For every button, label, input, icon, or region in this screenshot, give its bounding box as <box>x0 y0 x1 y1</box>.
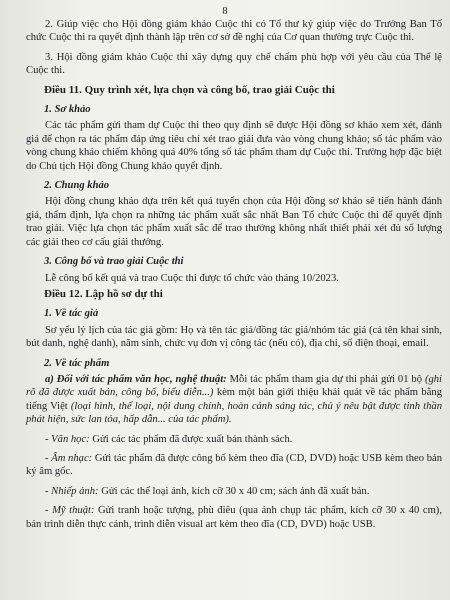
article-11-heading: Điều 11. Quy trình xét, lựa chọn và công bố, trao giải Cuộc thi <box>44 83 335 96</box>
text-line: 30 x 40 cm), bản trình diễn thực cảnh, trình diễn visual art kèm theo đĩa (CD, <box>26 505 442 530</box>
text-line: 3. Hội đồng giám khảo Cuộc thi xây dựng quy chế chấm phù hợp với yêu cầu <box>45 51 393 63</box>
text-line: Sơ yếu lý lịch của tác giả gồm: Họ và tên tác giả/đồng tác giả/nhóm tác giả <box>45 324 367 336</box>
text-line: Gửi các tác phẩm đã được xuất bản thành sách. <box>89 433 293 445</box>
section-2-heading: 2. Chung khảo <box>44 180 110 192</box>
text-line: kèm một bản giới thiệu <box>213 387 319 399</box>
text-line: gửi 01 bộ <box>381 373 425 385</box>
music-item <box>0 452 450 479</box>
work-heading: 2. Về tác phẩm <box>44 357 110 369</box>
text-line: Trưởng Ban Tổ chức Cuộc thi ra quyết định thành lập trên cơ sở đề nghị của Cơ <box>26 19 442 44</box>
author-heading: 1. Về tác giả <box>44 308 99 320</box>
text-line: tiến hành đánh giá, thẩm định, lựa chọn ra những tác phẩm xuất sắc nhất Ban Tổ <box>26 196 442 221</box>
text-line: - Nhiếp ảnh: <box>45 485 99 497</box>
section-2-text <box>0 195 450 249</box>
text-line: - Âm nhạc: <box>45 452 93 464</box>
text-line: của Thể lệ Cuộc thi. <box>26 51 443 77</box>
text-line: Mỗi tác phẩm tham gia dự thi phải <box>226 373 379 385</box>
text-line: (cả tên khai sinh, bút danh, nghệ danh), năm sinh, chức vụ đơn vị công tác (nếu <box>26 324 442 350</box>
text-line: khái quát về tác phẩm bằng tiếng Việt <box>26 387 443 412</box>
text-line: Gửi các thể loại ảnh, kích cỡ 30 x 40 cm; sách ảnh đã xuất bản. <box>98 485 370 497</box>
text-line: chức Cuộc thi để quyết định trao giải. Việc lựa chọn tác phẩm xuất sắc để trao <box>26 209 442 235</box>
text-line: cảnh sáng tác, chủ ý nêu bật được tinh thần phát hiện, sức lan tỏa, hấp dẫn... của tác <box>26 400 442 426</box>
text-line: quan thường trực Cuộc thi. <box>299 32 414 44</box>
work-text <box>0 373 450 427</box>
article-12-heading: Điều 12. Lập hồ sơ dự thi <box>44 287 163 300</box>
text-line: Gửi tranh hoặc tượng, phù điêu (qua ảnh chụp tác phẩm, kích cỡ <box>94 505 383 517</box>
text-line: quyết định. <box>174 160 223 172</box>
page-number: 8 <box>222 6 228 17</box>
section-3-heading: 3. Công bố và trao giải Cuộc thi <box>44 256 184 268</box>
text-line: (ghi rõ đã được xuất bản, công bố, biểu diễn...) <box>26 373 443 399</box>
photography-item <box>0 485 450 498</box>
text-line: DVD) hoặc USB. <box>300 518 376 530</box>
text-line: Gửi tác phẩm đã được công bố kèm theo đĩa (CD, DVD) hoặc <box>92 452 359 464</box>
text-line: USB kèm theo bản ký âm gốc. <box>26 452 442 478</box>
section-3-text: Lễ công bố kết quả và trao Cuộc thi được tổ chức vào tháng 10/2023. <box>45 272 339 284</box>
text-line: - Văn học: <box>45 433 90 445</box>
clause-2 <box>0 18 450 45</box>
text-line: thưởng không nhất thiết phải xét đủ số lượng các giải theo cơ cấu giải thưởng. <box>26 223 442 248</box>
document-body <box>0 18 450 531</box>
text-line: (loại hình, thể loại, nội dung chính, hoàn <box>70 400 249 412</box>
text-line: phẩm). <box>201 414 232 426</box>
fine-arts-item <box>0 504 450 531</box>
section-1-heading: 1. Sơ khảo <box>44 104 91 116</box>
text-line: Hội đồng chung khảo dựa trên kết quả tuyển chọn của Hội đồng sơ khảo sẽ <box>45 196 375 208</box>
text-line: có), địa chỉ, số điện thoại, email. <box>290 338 429 350</box>
literature-item <box>0 433 450 446</box>
text-line: a) Đối với tác phẩm văn học, nghệ thuật: <box>45 373 227 385</box>
text-line: 2. Giúp việc cho Hội đồng giám khảo Cuộc thi có Tổ thư ký giúp việc do <box>45 19 372 30</box>
text-line: phẩm tham dự Cuộc thi. Trường hợp đặc biệt do Chủ tịch Hội đồng Chung khảo <box>26 147 442 172</box>
text-line: chung khảo; số tác phẩm vào vòng chung khảo chiếm không quá 40% tổng số tác <box>26 133 442 159</box>
text-line: xem xét, đánh giá để chọn ra tác phẩm đáp ứng tiêu chí xét trao giải đưa vào vòng <box>26 120 442 145</box>
author-text <box>0 324 450 351</box>
text-line: Các tác phẩm gửi tham dự Cuộc thi theo quy định sẽ được Hội đồng sơ khảo <box>45 120 379 132</box>
text-line: - Mỹ thuật: <box>45 505 95 517</box>
section-1-text <box>0 119 450 173</box>
clause-3 <box>0 51 450 78</box>
